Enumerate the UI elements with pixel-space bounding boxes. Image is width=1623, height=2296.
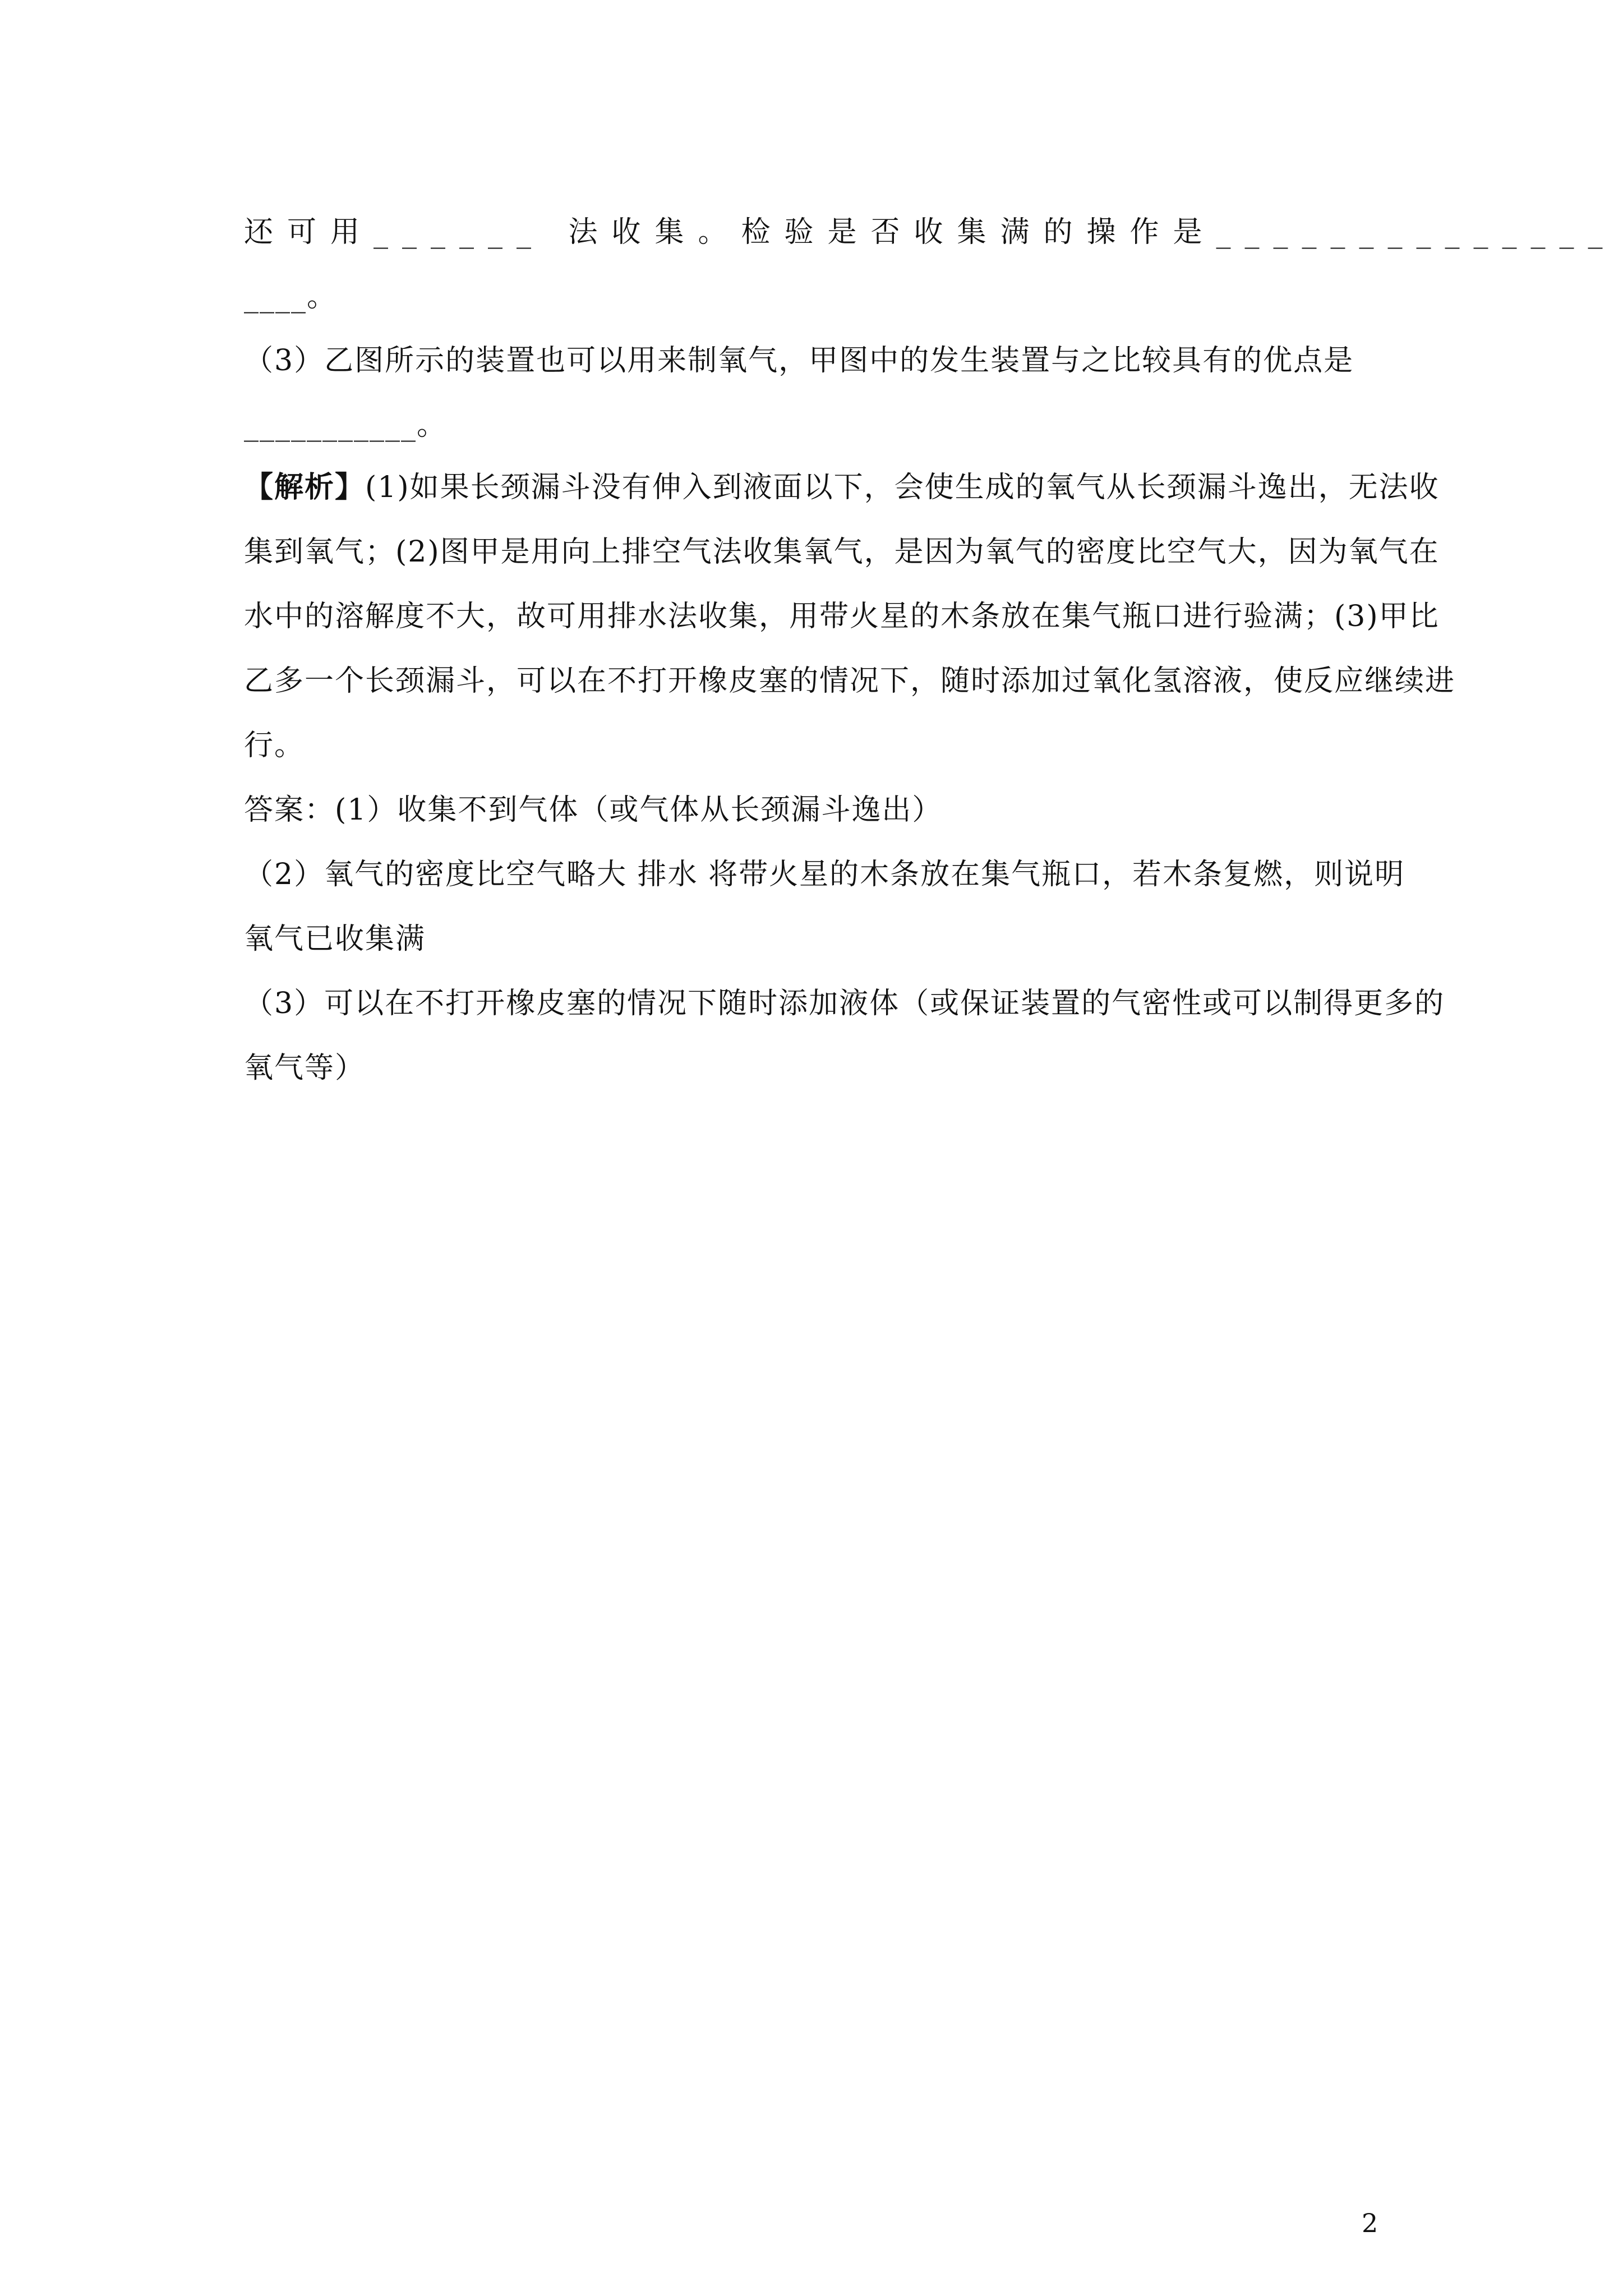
analysis-line-4: 乙多一个长颈漏斗，可以在不打开橡皮塞的情况下，随时添加过氧化氢溶液，使反应继续进	[244, 664, 1456, 698]
answer-line-3: 氧气已收集满	[244, 922, 426, 956]
analysis-line-2: 集到氧气；(2)图甲是用向上排空气法收集氧气，是因为氧气的密度比空气大，因为氧气在	[244, 535, 1440, 569]
analysis-line-5: 行。	[244, 729, 305, 762]
question-line-1: 还可用______ 法收集。检验是否收集满的操作是______________	[244, 215, 1617, 249]
analysis-text: (1)如果长颈漏斗没有伸入到液面以下，会使生成的氧气从长颈漏斗逸出，无法收	[365, 471, 1440, 504]
analysis-heading: 【解析】	[244, 470, 366, 504]
analysis-line-3: 水中的溶解度不大，故可用排水法收集，用带火星的木条放在集气瓶口进行验满；(3)甲比	[244, 600, 1440, 633]
answer-line-4: （3）可以在不打开橡皮塞的情况下随时添加液体（或保证装置的气密性或可以制得更多的	[244, 987, 1445, 1020]
answer-line-2: （2）氧气的密度比空气略大 排水 将带火星的木条放在集气瓶口，若木条复燃，则说明	[244, 858, 1405, 891]
question-3-line: （3）乙图所示的装置也可以用来制氧气，甲图中的发生装置与之比较具有的优点是	[244, 344, 1354, 378]
analysis-line-1	[244, 470, 1440, 504]
answer-line-1: 答案：(1）收集不到气体（或气体从长颈漏斗逸出）	[244, 793, 943, 827]
page-number: 2	[1362, 2208, 1378, 2238]
question-line-2: ____。	[244, 280, 338, 314]
answer-line-5: 氧气等）	[244, 1051, 366, 1085]
question-3-blank: ___________。	[244, 408, 448, 442]
